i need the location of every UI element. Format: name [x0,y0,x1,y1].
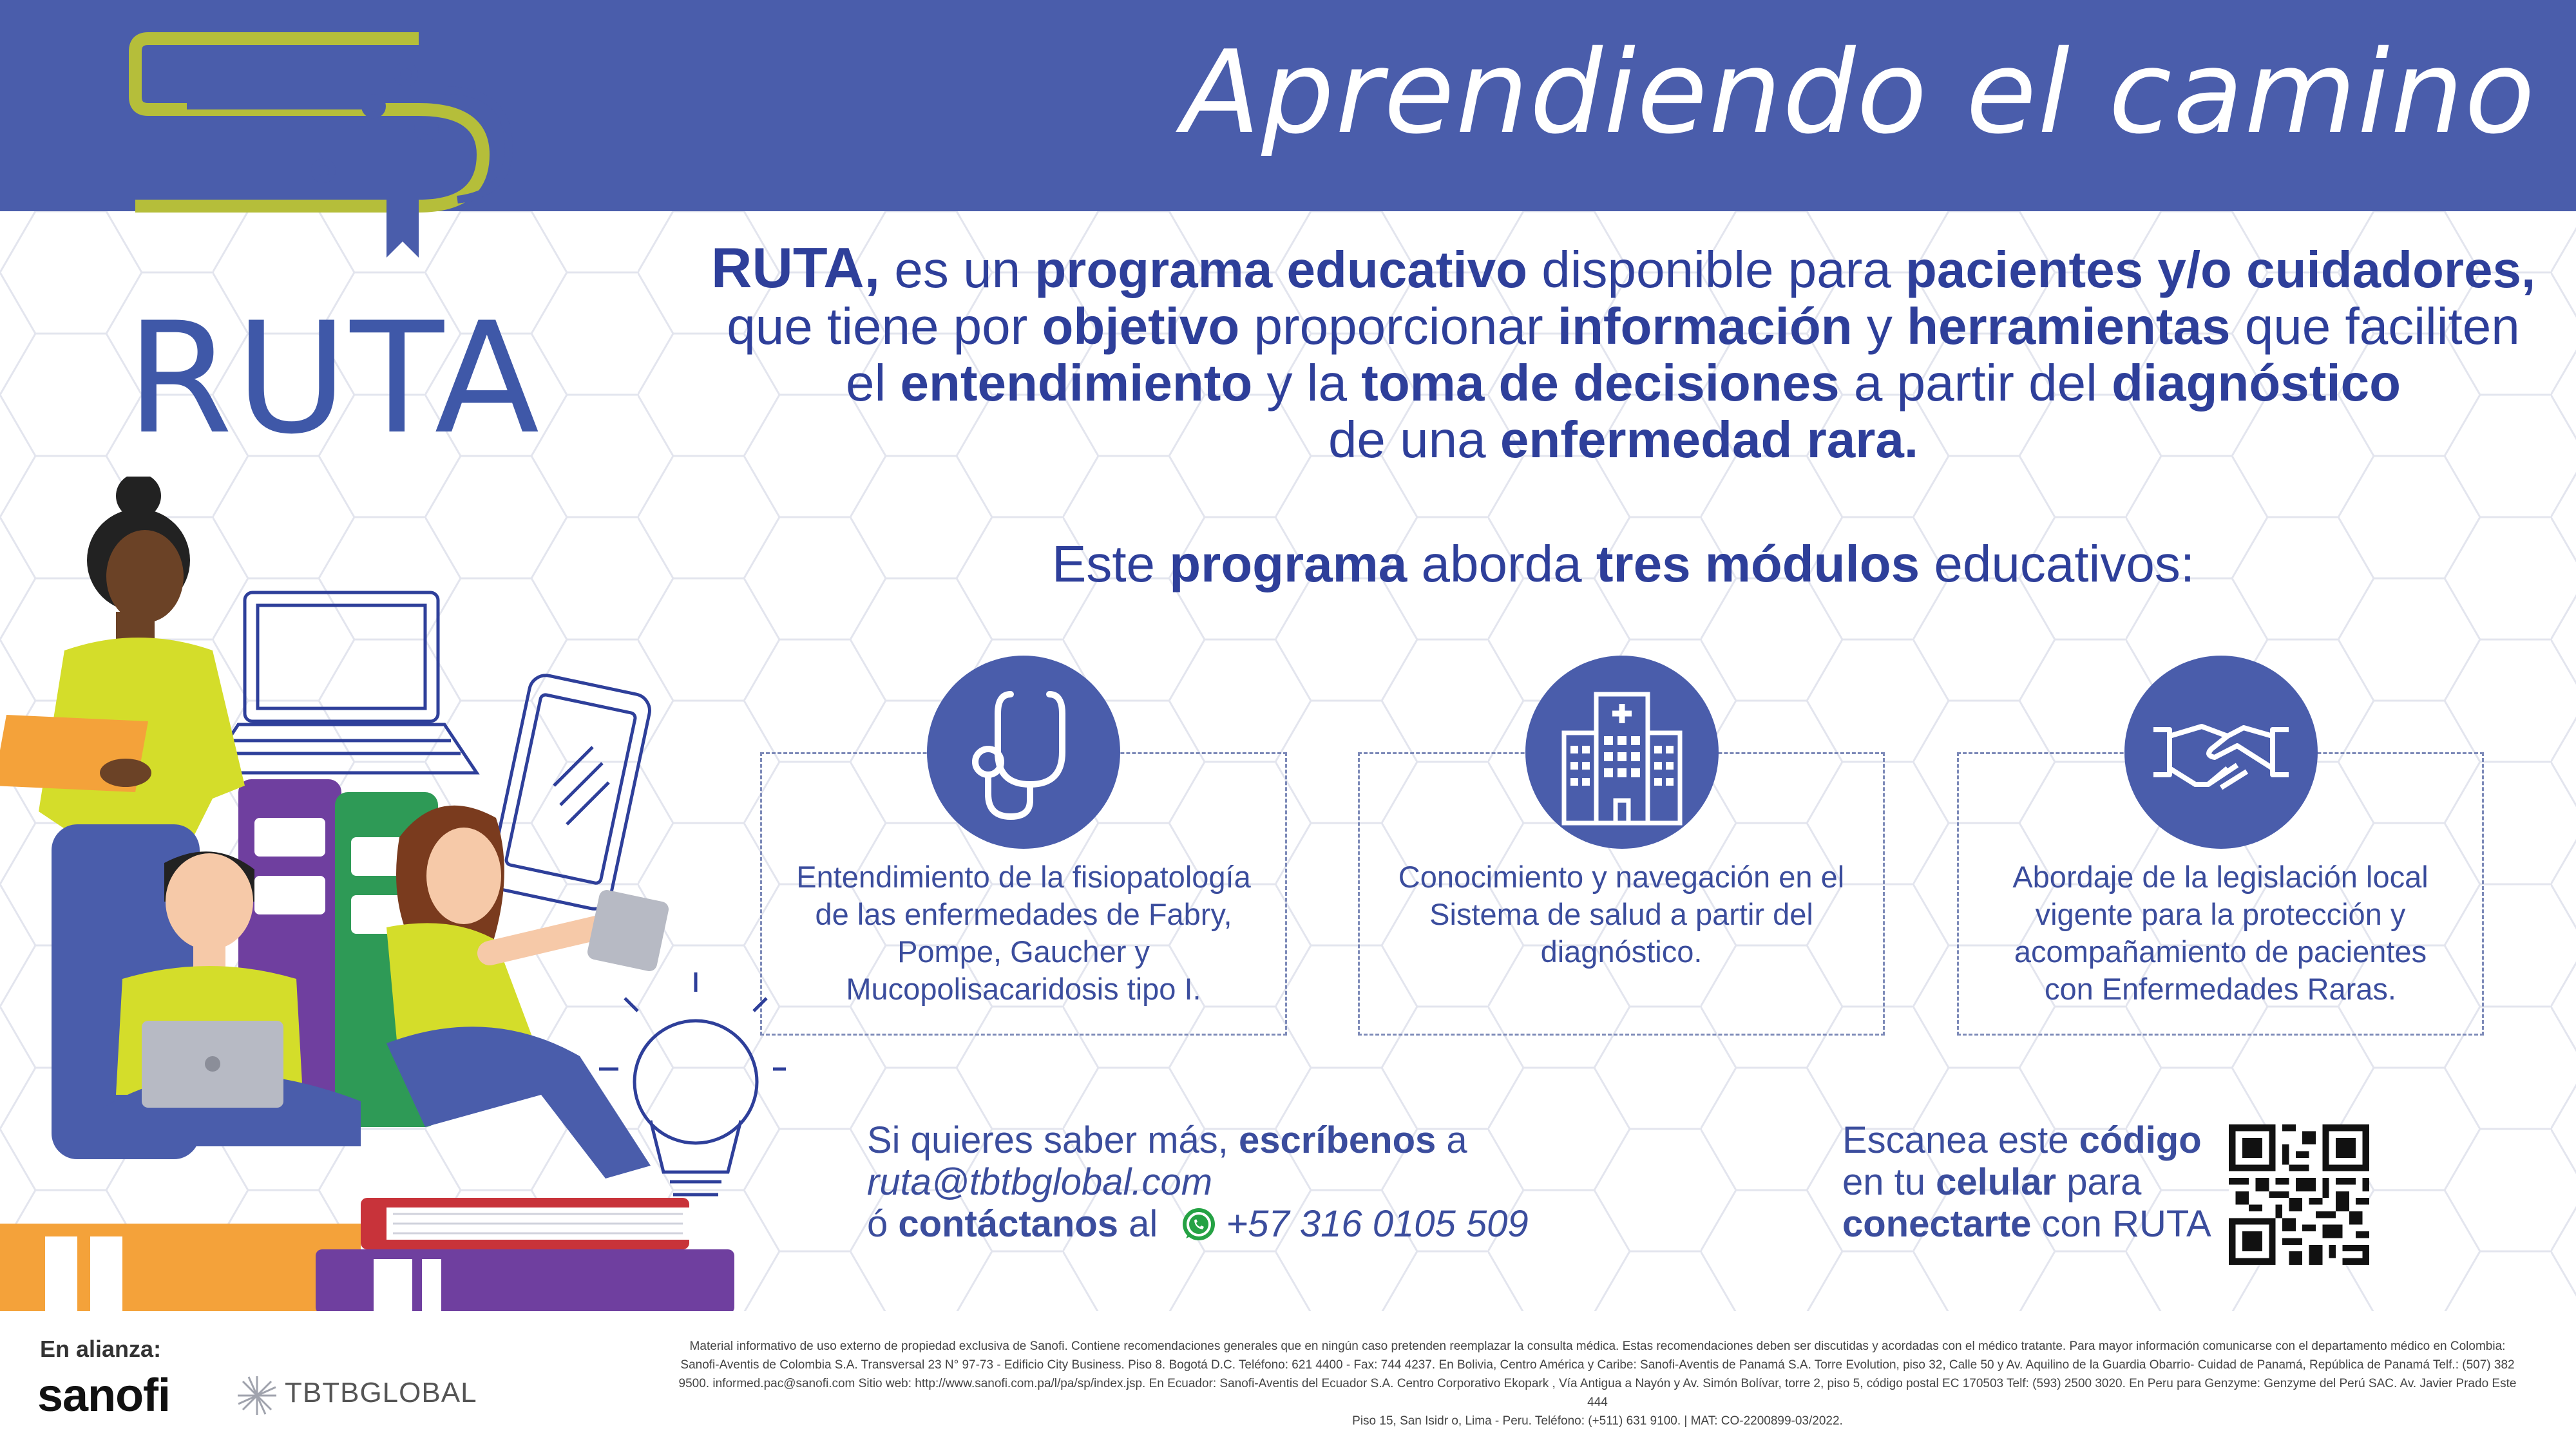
intro-l2b: objetivo [1042,298,1240,355]
contact-block [867,1119,1529,1245]
intro-l1c: programa educativo [1035,241,1527,298]
intro-l3e: a partir del [1839,354,2112,412]
phone-sketch-icon [488,672,653,912]
module-1-line: Entendimiento de la fisiopatología [796,860,1251,894]
contact-l1c: a [1436,1119,1467,1161]
intro-l2g: que faciliten [2230,298,2520,355]
intro-l3f: diagnóstico [2112,354,2401,412]
legal-line: Sanofi-Aventis de Colombia S.A. Transversal 23 N° 97-73 - Edificio City Business. Piso 8. Bogotá D.C. Teléfono: 621 4400 - Fax: 744 4237. En Bolivia, Centro América y Caribe: Sanofi-Aventis de Panamá S.A. Torre Evolution, piso 32, Calle 50 y Av. Aquilino de la Guardia Obarrio- Cuidad de Panamá, República de Panamá Telf.: (507) 382 [680,1358,2515,1372]
scan-l2c: para [2056,1161,2142,1203]
intro-l1d: disponible para [1527,241,1906,298]
intro-line-2 [683,298,2564,355]
intro-l1e: pacientes y/o cuidadores, [1905,241,2536,298]
intro-l2f: herramientas [1907,298,2231,355]
contact-l3c: al [1129,1203,1158,1245]
legal-disclaimer [670,1337,2525,1430]
scan-block [1842,1119,2211,1245]
sanofi-logo: sanofi [37,1370,171,1421]
tbtb-logo: TBTBGLOBAL [285,1377,477,1408]
intro-l2c: proporcionar [1239,298,1558,355]
contact-l1a: Si quieres saber más, [867,1119,1239,1161]
contact-line-1 [867,1119,1529,1161]
intro-l4b: enfermedad rara. [1500,411,1919,468]
stethoscope-icon [927,656,1120,849]
intro-line-4 [683,412,2564,468]
brand-name: RUTA [126,290,542,468]
modules-heading [683,535,2564,594]
modules-h-c: aborda [1407,535,1596,592]
intro-l3c: y la [1252,354,1362,412]
scan-line-1 [1842,1119,2211,1161]
scan-l1b: código [2079,1119,2202,1161]
module-3-text [1972,858,2469,1008]
scan-l2a: en tu [1842,1161,1936,1203]
module-2-line: diagnóstico. [1540,934,1703,969]
intro-l1a: RUTA, [711,236,881,299]
modules-h-b: programa [1169,535,1407,592]
contact-line-3 [867,1203,1529,1245]
intro-line-3 [683,355,2564,412]
module-2-line: Conocimiento y navegación en el [1398,860,1845,894]
handshake-icon [2124,656,2318,849]
alliance-label: En alianza: [40,1336,162,1362]
modules-h-a: Este [1051,535,1170,592]
module-3-line: Abordaje de la legislación local [2012,860,2428,894]
intro-l1b: es un [880,241,1035,298]
book-lines-icon [122,26,535,270]
scan-line-3 [1842,1203,2211,1245]
intro-l2e: y [1852,298,1907,355]
module-3-line: acompañamiento de pacientes [2014,934,2427,969]
legal-line: Piso 15, San Isidr o, Lima - Peru. Teléfono: (+511) 631 9100. | MAT: CO-2200899-03/2022. [1352,1414,1843,1428]
qr-code[interactable] [2229,1124,2369,1265]
module-1-line: Mucopolisacaridosis tipo I. [846,972,1201,1006]
contact-l1b: escríbenos [1239,1119,1436,1161]
scan-l3b: con RUTA [2031,1203,2211,1245]
intro-l2a: que tiene por [727,298,1042,355]
intro-paragraph [683,236,2564,468]
module-2-text [1373,858,1870,971]
intro-l3d: toma de decisiones [1361,354,1840,412]
legal-line: Material informativo de uso externo de propiedad exclusiva de Sanofi. Contiene recomendaciones generales que en ningún caso pretenden reemplazar la consulta médica. Estas recomendaciones deben ser discutidas y acordadas con el médico tratante. Para mayor información comunicarse con el departamento médico en Colombia: [689,1340,2506,1353]
intro-l3b: entendimiento [900,354,1253,412]
scan-l3a: conectarte [1842,1203,2032,1245]
legal-line: 9500. informed.pac@sanofi.com Sitio web: http://www.sanofi.com.pa/l/pa/sp/index.jsp. En Ecuador: Sanofi-Aventis del Ecuador S.A. Centro Corporativo Ekopark , Vía Antigua a Nayón y Av. Simón Bolívar, torre 2, piso 5, código postal EC 170503 Telf: (593) 2500 3020. En Peru para Genzyme: Genzyme del Perú SAC. Av. Javier Prado Este 444 [678,1377,2517,1409]
intro-line-1 [683,236,2564,299]
email-link[interactable]: ruta@tbtbglobal.com [867,1161,1213,1203]
scan-l1a: Escanea este [1842,1119,2079,1161]
module-3-line: vigente para la protección y [2035,897,2406,931]
module-1-text [775,858,1272,1008]
module-2-line: Sistema de salud a partir del [1429,897,1813,931]
module-1-line: de las enfermedades de Fabry, [815,897,1232,931]
phone-link[interactable]: +57 316 0105 509 [1226,1203,1529,1245]
module-1-line: Pompe, Gaucher y [897,934,1150,969]
intro-l4a: de una [1328,411,1500,468]
contact-l3b: contáctanos [898,1203,1119,1245]
girl-with-tablet [386,806,670,1179]
modules-h-e: educativos: [1920,535,2195,592]
modules-h-d: tres módulos [1596,535,1920,592]
contact-l3a: ó [867,1203,888,1245]
whatsapp-icon [1181,1206,1217,1242]
intro-l2d: información [1557,298,1853,355]
module-3-line: con Enfermedades Raras. [2044,972,2396,1006]
intro-l3a: el [846,354,901,412]
page-title: Aprendiendo el camino [1181,26,2536,159]
laptop-sketch-icon [206,592,477,773]
tbtb-star-icon [234,1373,280,1418]
scan-l2b: celular [1936,1161,2057,1203]
hospital-icon [1525,656,1719,849]
students-illustration [0,477,786,1314]
scan-line-2 [1842,1161,2211,1203]
